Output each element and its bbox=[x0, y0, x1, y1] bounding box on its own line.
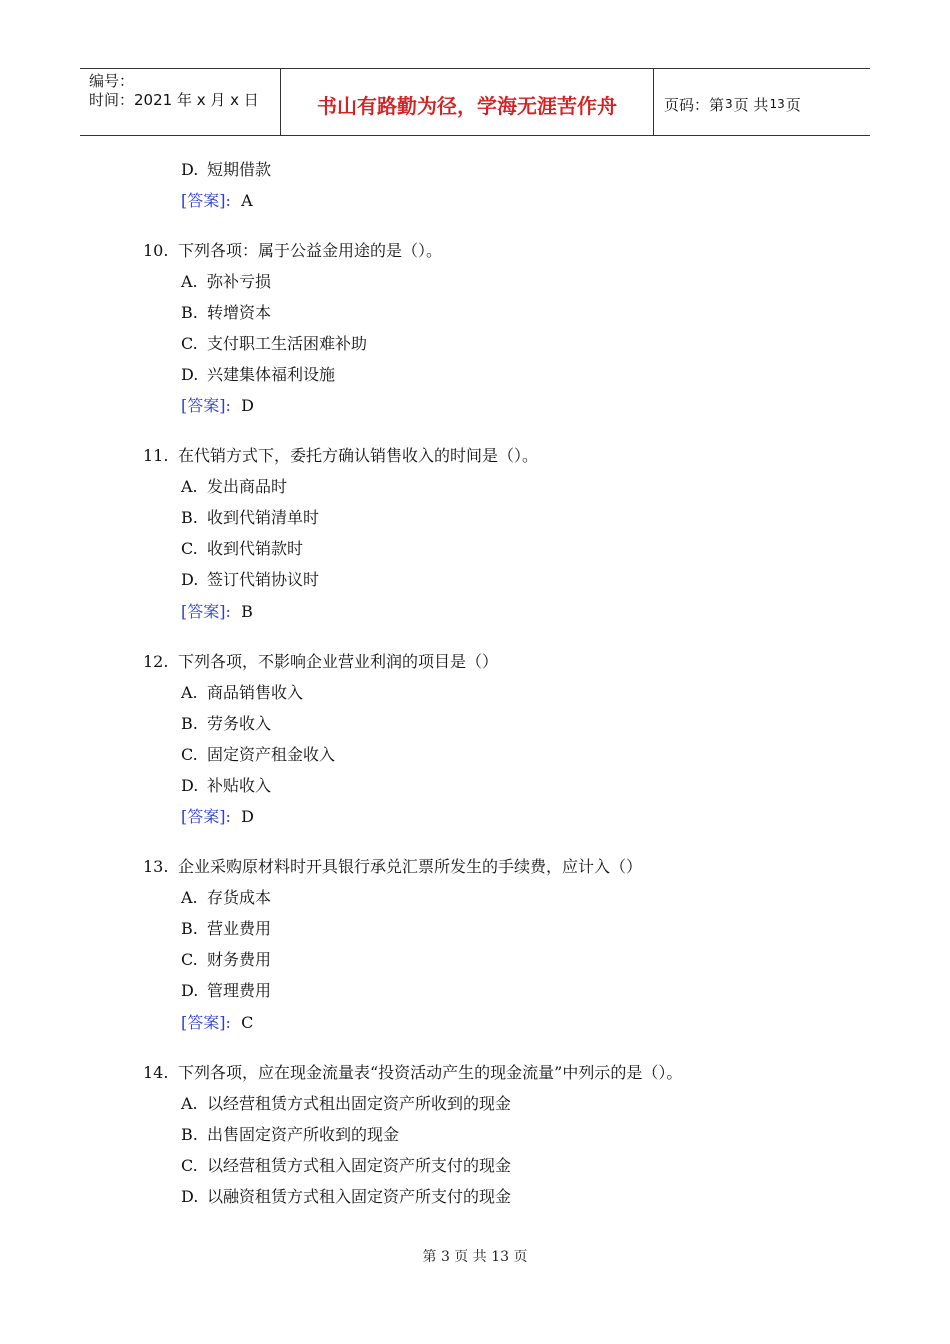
question-10: 10. 下列各项：属于公益金用途的是（）。 bbox=[143, 241, 443, 260]
option-item: C. 财务费用 bbox=[181, 950, 272, 969]
header-motto: 书山有路勤为径，学海无涯苦作舟 bbox=[281, 69, 654, 135]
question-13: 13. 企业采购原材料时开具银行承兑汇票所发生的手续费，应计入（） bbox=[143, 857, 643, 876]
option-item: D. 以融资租赁方式租入固定资产所支付的现金 bbox=[181, 1187, 512, 1206]
option-item: B. 出售固定资产所收到的现金 bbox=[181, 1125, 400, 1144]
option-item: A. 弥补亏损 bbox=[181, 272, 272, 291]
question-14: 14. 下列各项，应在现金流量表“投资活动产生的现金流量”中列示的是（）。 bbox=[143, 1063, 683, 1082]
option-item: A. 以经营租赁方式租出固定资产所收到的现金 bbox=[181, 1094, 512, 1113]
option-item: D. 兴建集体福利设施 bbox=[181, 365, 336, 384]
option-item: A. 存货成本 bbox=[181, 888, 272, 907]
page-mid: 页 共 bbox=[733, 95, 769, 114]
option-item: D. 短期借款 bbox=[181, 160, 272, 179]
header-time-label: 时间：2021 年 x 月 x 日 bbox=[89, 91, 259, 109]
header-meta bbox=[80, 69, 281, 135]
header-id-label: 编号： bbox=[89, 72, 135, 90]
page-total: 13 bbox=[769, 97, 785, 111]
option-item: C. 以经营租赁方式租入固定资产所支付的现金 bbox=[181, 1156, 512, 1175]
question-11: 11. 在代销方式下，委托方确认销售收入的时间是（）。 bbox=[143, 446, 539, 465]
answer-line: [答案]: D bbox=[181, 807, 254, 826]
page-current: 3 bbox=[725, 97, 733, 111]
option-item: B. 转增资本 bbox=[181, 303, 272, 322]
option-item: B. 营业费用 bbox=[181, 919, 272, 938]
option-item: C. 支付职工生活困难补助 bbox=[181, 334, 368, 353]
option-item: C. 固定资产租金收入 bbox=[181, 745, 336, 764]
answer-line: [答案]: A bbox=[181, 191, 253, 210]
option-item: D. 补贴收入 bbox=[181, 776, 272, 795]
page-header bbox=[80, 68, 870, 136]
option-item: A. 发出商品时 bbox=[181, 477, 288, 496]
answer-line: [答案]: C bbox=[181, 1013, 254, 1032]
option-item: C. 收到代销款时 bbox=[181, 539, 304, 558]
answer-line: [答案]: D bbox=[181, 396, 254, 415]
answer-line: [答案]: B bbox=[181, 602, 253, 621]
option-item: D. 签订代销协议时 bbox=[181, 570, 320, 589]
header-page-info bbox=[654, 69, 870, 135]
question-12: 12. 下列各项，不影响企业营业利润的项目是（） bbox=[143, 652, 499, 671]
page-prefix: 页码：第 bbox=[664, 95, 725, 114]
option-item: B. 劳务收入 bbox=[181, 714, 272, 733]
page-suffix: 页 bbox=[785, 95, 801, 114]
option-item: B. 收到代销清单时 bbox=[181, 508, 320, 527]
page-footer: 第 3 页 共 13 页 bbox=[422, 1249, 528, 1265]
option-item: A. 商品销售收入 bbox=[181, 683, 304, 702]
option-item: D. 管理费用 bbox=[181, 981, 272, 1000]
